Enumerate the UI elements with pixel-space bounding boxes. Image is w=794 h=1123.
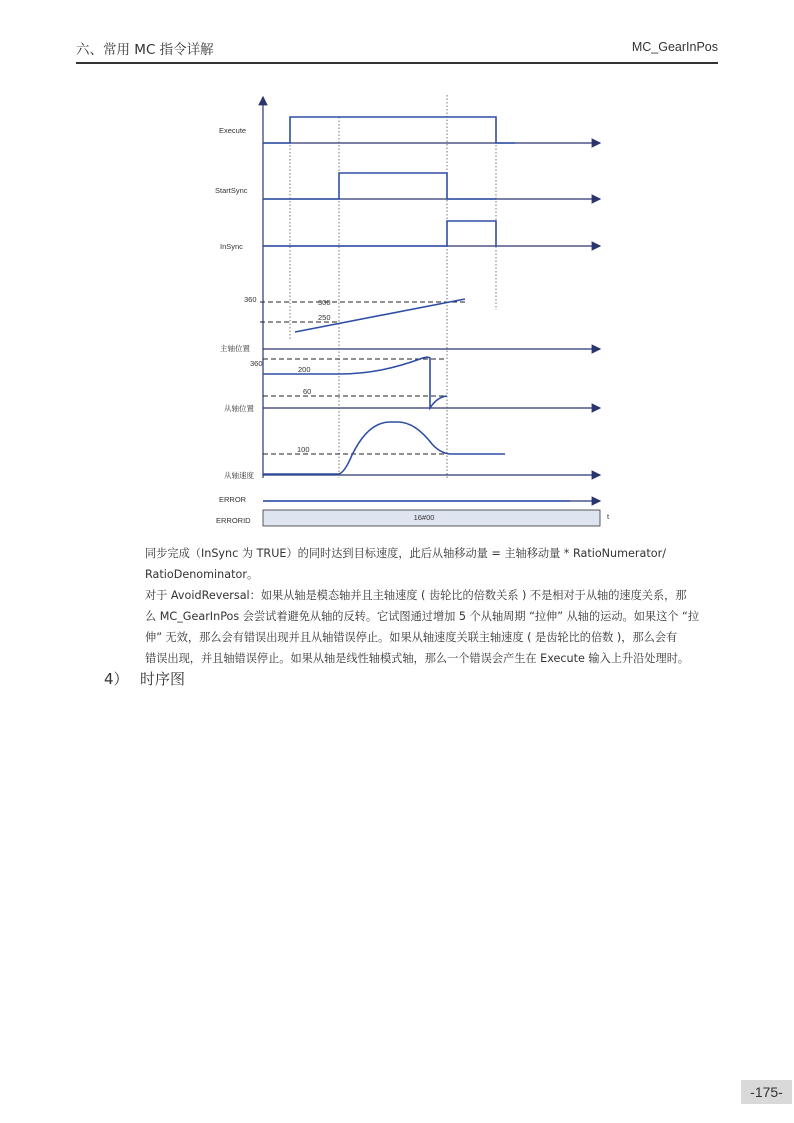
master-300-label: 300: [318, 298, 331, 307]
slave-pos-curve: [263, 357, 447, 408]
time-label: t: [607, 512, 610, 521]
slave-vel-100-label: 100: [297, 445, 310, 454]
error-label: ERROR: [219, 495, 247, 504]
section-heading-title: 时序图: [140, 670, 186, 688]
master-250-label: 250: [318, 313, 331, 322]
paragraph-avoid-reversal: [145, 585, 725, 669]
slave-vel-label: 从轴速度: [224, 471, 254, 480]
signal-label-execute: Execute: [219, 126, 247, 135]
reference-lines: [260, 302, 465, 454]
execute-signal: [263, 117, 515, 143]
startsync-signal: [263, 173, 496, 199]
paragraph-sync: [145, 543, 725, 585]
slave-200-label: 200: [298, 365, 311, 374]
text-line: RatioDenominator。: [145, 568, 259, 581]
text-line: 伸” 无效，那么会有错误出现并且从轴错误停止。如果从轴速度关联主轴速度 ( 是齿轮比的倍数 )，那么会有: [145, 631, 678, 644]
slave-60-label: 60: [303, 387, 312, 396]
page-number: -175-: [741, 1080, 792, 1104]
signal-label-insync: InSync: [220, 242, 243, 251]
time-markers: [290, 95, 496, 478]
slave-pos-label: 从轴位置: [224, 404, 254, 413]
master-360-label: 360: [244, 295, 257, 304]
text-line: 同步完成（InSync 为 TRUE）的同时达到目标速度，此后从轴移动量 = 主轴移动量 * RatioNumerator/: [145, 547, 666, 560]
text-line: 么 MC_GearInPos 会尝试着避免从轴的反转。它试图通过增加 5 个从轴周期 “拉伸” 从轴的运动。如果这个 “拉: [145, 610, 700, 623]
master-pos-label: 主轴位置: [220, 344, 250, 353]
text-line: 对于 AvoidReversal：如果从轴是模态轴并且主轴速度 ( 齿轮比的倍数关系 ) 不是相对于从轴的速度关系，那: [145, 589, 687, 602]
section-heading: [104, 668, 185, 689]
errorid-value: 16#00: [413, 513, 435, 522]
chapter-title: 六、常用 MC 指令详解: [76, 42, 214, 58]
signal-label-startsync: StartSync: [215, 186, 248, 195]
insync-signal: [263, 221, 496, 246]
section-title: MC_GearInPos: [631, 40, 718, 54]
slave-360-label: 360: [250, 359, 263, 368]
errorid-label: ERRORID: [216, 516, 251, 525]
section-number: 4）: [104, 670, 129, 688]
text-line: 错误出现，并且轴错误停止。如果从轴是线性轴模式轴，那么一个错误会产生在 Execute 输入上升沿处理时。: [145, 652, 690, 665]
